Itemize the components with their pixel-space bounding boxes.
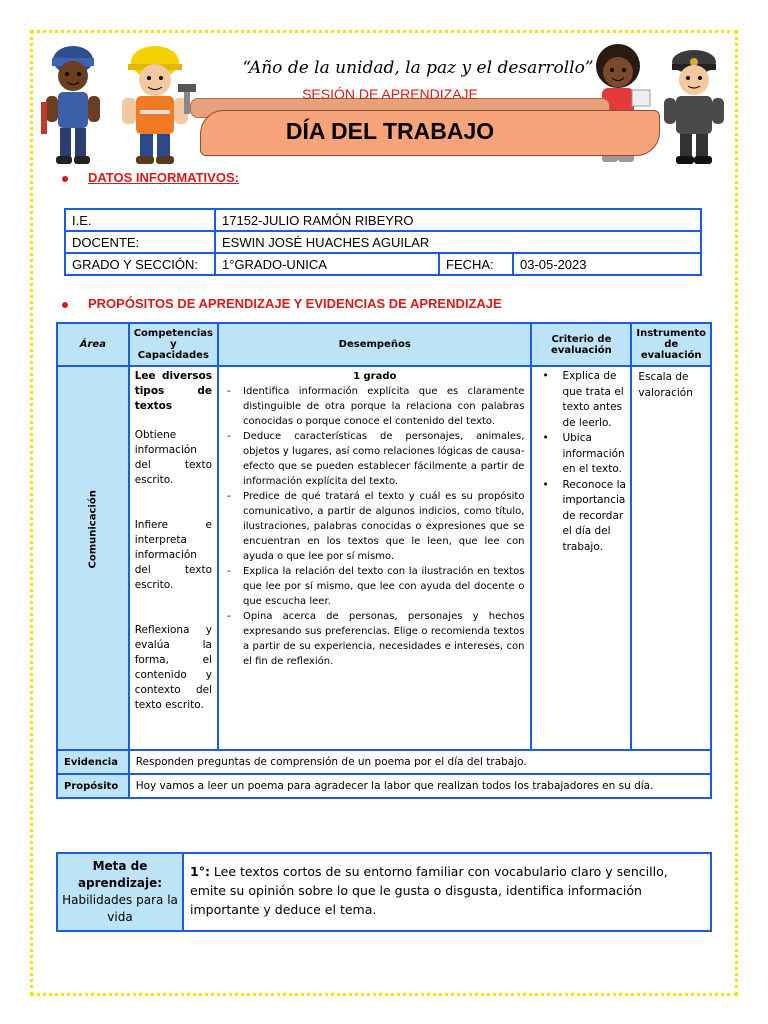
bullet-icon (62, 302, 68, 308)
desempenos-cell (218, 366, 531, 750)
list-item: - Opina acerca de personas, personajes y hechos expresando sus preferencias. Elige o recomienda textos a partir de su experiencia, necesidades e intereses, con el fin de reflexión. (225, 609, 524, 669)
info-table (64, 208, 702, 276)
header-desempenos: Desempeños (218, 323, 531, 366)
meta-sublabel: Habilidades para la vida (62, 893, 178, 924)
docente-value: ESWIN JOSÉ HUACHES AGUILAR (215, 231, 701, 253)
instrumento-cell: Escala de valoración (631, 366, 711, 750)
area-cell (57, 366, 129, 750)
bullet-icon (62, 176, 68, 182)
fecha-label: FECHA: (439, 253, 513, 275)
header-competencias: Competencias y Capacidades (129, 323, 218, 366)
capacidad-item: Obtiene información del texto escrito. (134, 429, 212, 486)
section-datos-informativos: DATOS INFORMATIVOS: (62, 170, 239, 185)
header-area: Área (57, 323, 129, 366)
header-instrumento: Instrumento de evaluación (631, 323, 711, 366)
meta-value-cell (183, 853, 711, 931)
header-criterio: Criterio de evaluación (531, 323, 631, 366)
table-header-row (57, 323, 711, 366)
list-item: - Explica la relación del texto con la ilustración en textos que lee por sí mismo, que lee con ayuda del docente o que escucha leer. (225, 564, 524, 609)
list-item: • Explica de que trata el texto antes de leerlo. (536, 369, 626, 431)
meta-prefix: 1°: (190, 864, 210, 879)
worker-mechanic-illustration (38, 40, 108, 168)
capacidad-item: Infiere e interpreta información del texto escrito. (134, 519, 212, 591)
competencia-title: Lee diversos tipos de textos (134, 370, 212, 412)
table-row (65, 231, 701, 253)
competencias-cell (129, 366, 218, 750)
area-value: Comunicación (87, 489, 99, 568)
section-propositos: PROPÓSITOS DE APRENDIZAJE Y EVIDENCIAS DE APRENDIZAJE (62, 296, 502, 311)
list-item: - Predice de qué tratará el texto y cuál es su propósito comunicativo, a partir de algunos indicios, como título, ilustraciones, palabras conocidas o expresiones que se encuentran en los textos que le leen, que lee con ayuda o que lee por sí mismo. (225, 489, 524, 564)
table-row (65, 253, 701, 275)
meta-text: Lee textos cortos de su entorno familiar con vocabulario claro y sencillo, emite su opinión sobre lo que le gusta o disgusta, identifica información importante y deduce el tema. (190, 864, 668, 917)
meta-label-cell (57, 853, 183, 931)
police-officer-illustration (658, 40, 730, 168)
list-item: - Identifica información explícita que es claramente distinguible de otra porque la relaciona con palabras conocidas o porque conoce el contenido del texto. (225, 384, 524, 429)
table-row (65, 209, 701, 231)
table-row (57, 774, 711, 798)
table-row (57, 366, 711, 750)
ie-label: I.E. (65, 209, 215, 231)
evidencia-value: Responden preguntas de comprensión de un poema por el día del trabajo. (129, 750, 711, 774)
grado-label: GRADO Y SECCIÓN: (65, 253, 215, 275)
table-row (57, 750, 711, 774)
criterio-list (532, 367, 630, 557)
proposito-label: Propósito (57, 774, 129, 798)
proposito-value: Hoy vamos a leer un poema para agradecer la labor que realizan todos los trabajadores en su día. (129, 774, 711, 798)
year-motto: “Año de la unidad, la paz y el desarrollo” (242, 58, 594, 78)
docente-label: DOCENTE: (65, 231, 215, 253)
list-item: • Reconoce la importancia de recordar el día del trabajo. (536, 478, 626, 556)
evidencia-label: Evidencia (57, 750, 129, 774)
list-item: • Ubica información en el texto. (536, 431, 626, 478)
learning-table (56, 322, 712, 799)
criterio-cell (531, 366, 631, 750)
capacidad-item: Reflexiona y evalúa la forma, el contenido y contexto del texto escrito. (134, 624, 212, 711)
session-label: SESIÓN DE APRENDIZAJE (302, 86, 478, 102)
table-row (57, 853, 711, 931)
page-title: DÍA DEL TRABAJO (285, 118, 495, 144)
list-item: - Deduce características de personajes, animales, objetos y lugares, así como relaciones lógicas de causa-efecto que se pueden establecer fácilmente a partir de información explícita del texto. (225, 429, 524, 489)
meta-table (56, 852, 712, 932)
grado-value: 1°GRADO-UNICA (215, 253, 439, 275)
desempenos-list (225, 384, 524, 669)
meta-label: Meta de aprendizaje: (77, 859, 163, 890)
grado-heading: 1 grado (353, 371, 397, 382)
fecha-value: 03-05-2023 (513, 253, 701, 275)
worker-builder-illustration (110, 40, 200, 168)
ie-value: 17152-JULIO RAMÓN RIBEYRO (215, 209, 701, 231)
